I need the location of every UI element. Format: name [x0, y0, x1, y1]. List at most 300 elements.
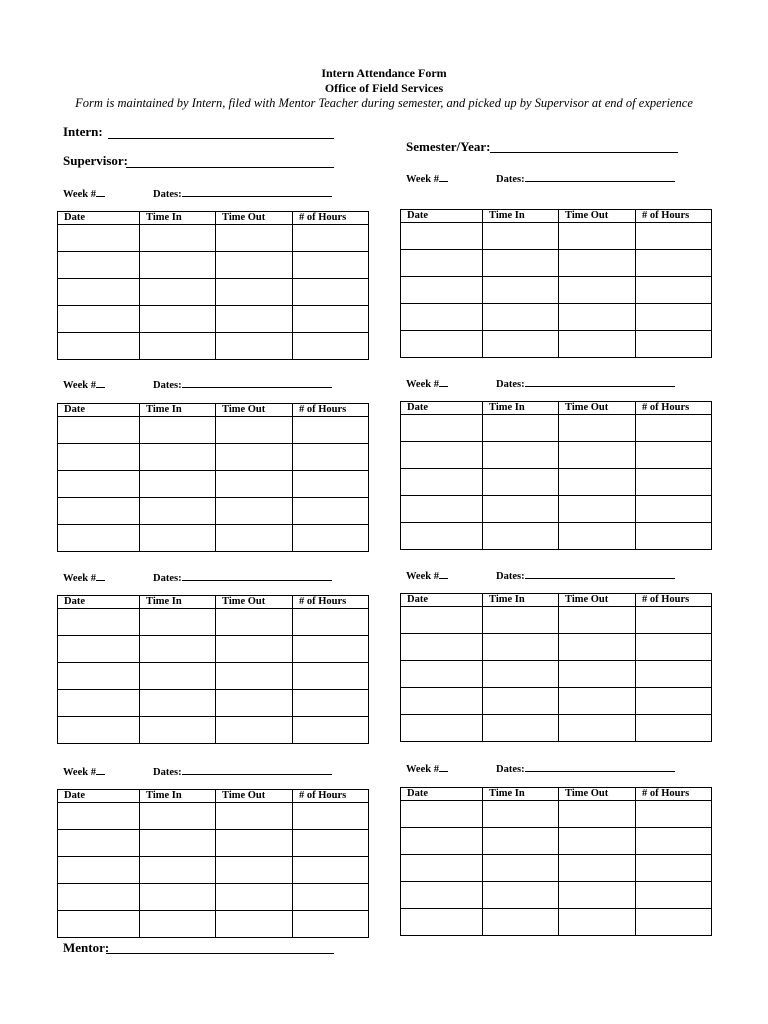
table-row	[401, 801, 712, 828]
column-header: Date	[401, 210, 483, 223]
table-cell[interactable]	[58, 636, 140, 663]
table-cell[interactable]	[140, 717, 216, 744]
column-header: Time In	[483, 788, 559, 801]
column-header: Time Out	[559, 402, 636, 415]
table-cell[interactable]	[216, 857, 293, 884]
table-row	[58, 225, 369, 252]
table-cell[interactable]	[483, 469, 559, 496]
week-number-label	[63, 569, 105, 585]
table-cell[interactable]	[483, 661, 559, 688]
table-cell[interactable]	[636, 855, 712, 882]
column-header: Time Out	[216, 404, 293, 417]
table-cell[interactable]	[483, 496, 559, 523]
table-cell[interactable]	[401, 331, 483, 358]
dates-field[interactable]	[182, 185, 332, 197]
dates-label-text: Dates:	[496, 174, 525, 185]
column-header: Date	[401, 594, 483, 607]
dates-label	[496, 170, 675, 186]
week-number-field[interactable]	[96, 763, 105, 775]
table-cell[interactable]	[58, 498, 140, 525]
table-cell[interactable]	[216, 498, 293, 525]
column-header: Time Out	[559, 594, 636, 607]
table-cell[interactable]	[58, 417, 140, 444]
attendance-table	[400, 787, 712, 936]
table-cell[interactable]	[636, 523, 712, 550]
table-header-row	[58, 212, 369, 225]
table-cell[interactable]	[401, 909, 483, 936]
column-header: Date	[58, 404, 140, 417]
table-cell[interactable]	[559, 855, 636, 882]
table-row	[401, 331, 712, 358]
table-cell[interactable]	[293, 911, 369, 938]
table-cell[interactable]	[559, 277, 636, 304]
week-number-field[interactable]	[96, 376, 105, 388]
table-cell[interactable]	[58, 717, 140, 744]
table-cell[interactable]	[216, 417, 293, 444]
table-cell[interactable]	[140, 417, 216, 444]
table-cell[interactable]	[483, 801, 559, 828]
table-header-row	[401, 402, 712, 415]
table-cell[interactable]	[559, 634, 636, 661]
table-cell[interactable]	[636, 469, 712, 496]
table-cell[interactable]	[293, 279, 369, 306]
table-cell[interactable]	[58, 333, 140, 360]
column-header: Time Out	[559, 210, 636, 223]
table-row	[58, 279, 369, 306]
semester-year-field[interactable]	[490, 152, 678, 153]
table-cell[interactable]	[559, 223, 636, 250]
table-cell[interactable]	[293, 830, 369, 857]
table-cell[interactable]	[401, 250, 483, 277]
table-row	[58, 911, 369, 938]
table-cell[interactable]	[559, 801, 636, 828]
table-cell[interactable]	[401, 223, 483, 250]
dates-label-text: Dates:	[496, 379, 525, 390]
column-header: # of Hours	[636, 402, 712, 415]
table-cell[interactable]	[559, 661, 636, 688]
table-cell[interactable]	[58, 884, 140, 911]
table-cell[interactable]	[483, 523, 559, 550]
table-cell[interactable]	[58, 471, 140, 498]
dates-label	[496, 567, 675, 583]
table-cell[interactable]	[559, 715, 636, 742]
column-header: Date	[58, 596, 140, 609]
table-cell[interactable]	[559, 523, 636, 550]
dates-label-text: Dates:	[153, 380, 182, 391]
table-cell[interactable]	[636, 496, 712, 523]
table-cell[interactable]	[216, 636, 293, 663]
table-cell[interactable]	[483, 442, 559, 469]
dates-field[interactable]	[182, 376, 332, 388]
column-header: Date	[401, 788, 483, 801]
week-number-label	[406, 567, 448, 583]
table-cell[interactable]	[140, 279, 216, 306]
table-row	[401, 250, 712, 277]
table-header-row	[401, 594, 712, 607]
table-row	[401, 469, 712, 496]
office-name: Office of Field Services	[324, 81, 444, 95]
table-row	[401, 661, 712, 688]
dates-label-text: Dates:	[153, 767, 182, 778]
table-row	[401, 607, 712, 634]
table-cell[interactable]	[401, 828, 483, 855]
table-cell[interactable]	[401, 855, 483, 882]
table-row	[401, 715, 712, 742]
table-cell[interactable]	[483, 277, 559, 304]
table-row	[401, 909, 712, 936]
table-cell[interactable]	[401, 607, 483, 634]
week-number-label	[63, 185, 105, 201]
dates-field[interactable]	[525, 567, 675, 579]
column-header: Time In	[140, 790, 216, 803]
column-header: Date	[58, 212, 140, 225]
table-row	[401, 523, 712, 550]
dates-field[interactable]	[182, 763, 332, 775]
dates-field[interactable]	[525, 375, 675, 387]
table-cell[interactable]	[293, 252, 369, 279]
table-cell[interactable]	[58, 444, 140, 471]
table-cell[interactable]	[559, 469, 636, 496]
column-header: Time In	[483, 210, 559, 223]
attendance-table	[400, 593, 712, 742]
table-cell[interactable]	[636, 277, 712, 304]
table-header-row	[401, 210, 712, 223]
table-cell[interactable]	[401, 688, 483, 715]
table-cell[interactable]	[636, 688, 712, 715]
table-cell[interactable]	[293, 525, 369, 552]
table-cell[interactable]	[636, 661, 712, 688]
table-cell[interactable]	[483, 688, 559, 715]
table-cell[interactable]	[216, 279, 293, 306]
column-header: # of Hours	[293, 790, 369, 803]
table-cell[interactable]	[216, 663, 293, 690]
table-cell[interactable]	[140, 225, 216, 252]
attendance-table	[57, 211, 369, 360]
table-cell[interactable]	[293, 803, 369, 830]
table-row	[401, 828, 712, 855]
attendance-table	[400, 209, 712, 358]
table-header-row	[58, 790, 369, 803]
table-cell[interactable]	[216, 803, 293, 830]
table-row	[58, 498, 369, 525]
table-row	[401, 634, 712, 661]
table-cell[interactable]	[401, 304, 483, 331]
table-cell[interactable]	[401, 801, 483, 828]
table-cell[interactable]	[636, 801, 712, 828]
column-header: Time Out	[216, 790, 293, 803]
table-cell[interactable]	[216, 333, 293, 360]
table-header-row	[58, 404, 369, 417]
column-header: Date	[58, 790, 140, 803]
table-cell[interactable]	[483, 250, 559, 277]
table-row	[58, 525, 369, 552]
week-label-text: Week #	[406, 764, 439, 775]
table-cell[interactable]	[216, 444, 293, 471]
table-row	[58, 857, 369, 884]
table-cell[interactable]	[293, 857, 369, 884]
table-cell[interactable]	[140, 690, 216, 717]
table-row	[401, 277, 712, 304]
table-cell[interactable]	[140, 911, 216, 938]
attendance-table	[57, 403, 369, 552]
table-cell[interactable]	[483, 304, 559, 331]
column-header: # of Hours	[293, 212, 369, 225]
column-header: Time In	[140, 212, 216, 225]
table-cell[interactable]	[293, 609, 369, 636]
table-cell[interactable]	[216, 306, 293, 333]
week-label-text: Week #	[63, 380, 96, 391]
dates-label-text: Dates:	[153, 189, 182, 200]
dates-label-text: Dates:	[496, 571, 525, 582]
mentor-label: Mentor:	[63, 940, 110, 955]
table-cell[interactable]	[559, 250, 636, 277]
column-header: Time In	[140, 596, 216, 609]
table-cell[interactable]	[58, 857, 140, 884]
dates-label	[153, 763, 332, 779]
table-cell[interactable]	[401, 496, 483, 523]
mentor-field[interactable]	[106, 953, 334, 954]
week-label-text: Week #	[406, 571, 439, 582]
week-number-label	[63, 763, 105, 779]
column-header: Time In	[140, 404, 216, 417]
dates-label	[153, 376, 332, 392]
table-row	[401, 882, 712, 909]
table-cell[interactable]	[636, 634, 712, 661]
table-cell[interactable]	[636, 415, 712, 442]
table-cell[interactable]	[140, 498, 216, 525]
table-cell[interactable]	[483, 634, 559, 661]
table-cell[interactable]	[58, 663, 140, 690]
table-cell[interactable]	[559, 688, 636, 715]
table-row	[58, 609, 369, 636]
table-cell[interactable]	[293, 333, 369, 360]
table-cell[interactable]	[58, 803, 140, 830]
table-cell[interactable]	[636, 882, 712, 909]
form-instructions: Form is maintained by Intern, filed with Mentor Teacher during semester, and picked up by Supervisor at end of experience	[75, 96, 693, 110]
table-cell[interactable]	[401, 277, 483, 304]
table-cell[interactable]	[140, 884, 216, 911]
dates-field[interactable]	[525, 760, 675, 772]
table-row	[58, 471, 369, 498]
table-cell[interactable]	[140, 803, 216, 830]
table-cell[interactable]	[140, 830, 216, 857]
week-number-label	[406, 170, 448, 186]
table-cell[interactable]	[216, 717, 293, 744]
table-header-row	[58, 596, 369, 609]
column-header: Time Out	[216, 212, 293, 225]
table-cell[interactable]	[401, 882, 483, 909]
table-cell[interactable]	[293, 225, 369, 252]
table-cell[interactable]	[140, 306, 216, 333]
dates-field[interactable]	[182, 569, 332, 581]
table-cell[interactable]	[483, 415, 559, 442]
attendance-table	[400, 401, 712, 550]
supervisor-field[interactable]	[126, 167, 334, 168]
column-header: # of Hours	[636, 210, 712, 223]
table-cell[interactable]	[58, 525, 140, 552]
week-label-text: Week #	[406, 174, 439, 185]
table-cell[interactable]	[140, 663, 216, 690]
table-cell[interactable]	[140, 857, 216, 884]
table-cell[interactable]	[483, 715, 559, 742]
week-number-field[interactable]	[96, 185, 105, 197]
week-number-field[interactable]	[439, 375, 448, 387]
table-cell[interactable]	[293, 690, 369, 717]
dates-label	[496, 760, 675, 776]
table-cell[interactable]	[58, 609, 140, 636]
dates-label	[153, 569, 332, 585]
table-cell[interactable]	[559, 415, 636, 442]
table-cell[interactable]	[401, 469, 483, 496]
table-cell[interactable]	[483, 855, 559, 882]
week-number-label	[406, 760, 448, 776]
dates-label-text: Dates:	[153, 573, 182, 584]
week-number-field[interactable]	[96, 569, 105, 581]
table-cell[interactable]	[559, 607, 636, 634]
table-cell[interactable]	[140, 525, 216, 552]
table-cell[interactable]	[216, 252, 293, 279]
table-row	[58, 306, 369, 333]
table-cell[interactable]	[636, 223, 712, 250]
table-row	[401, 855, 712, 882]
table-cell[interactable]	[483, 331, 559, 358]
table-cell[interactable]	[140, 471, 216, 498]
table-cell[interactable]	[140, 444, 216, 471]
column-header: Time In	[483, 594, 559, 607]
table-cell[interactable]	[293, 471, 369, 498]
table-cell[interactable]	[140, 609, 216, 636]
attendance-table	[57, 789, 369, 938]
table-cell[interactable]	[293, 306, 369, 333]
table-cell[interactable]	[636, 828, 712, 855]
table-cell[interactable]	[58, 279, 140, 306]
table-row	[58, 830, 369, 857]
column-header: # of Hours	[293, 596, 369, 609]
table-cell[interactable]	[559, 331, 636, 358]
column-header: # of Hours	[636, 788, 712, 801]
table-cell[interactable]	[483, 607, 559, 634]
table-cell[interactable]	[401, 523, 483, 550]
table-row	[401, 223, 712, 250]
table-cell[interactable]	[140, 252, 216, 279]
table-cell[interactable]	[216, 225, 293, 252]
table-cell[interactable]	[293, 444, 369, 471]
table-cell[interactable]	[559, 442, 636, 469]
dates-label	[496, 375, 675, 391]
week-number-label	[406, 375, 448, 391]
table-cell[interactable]	[401, 442, 483, 469]
attendance-table	[57, 595, 369, 744]
table-cell[interactable]	[401, 415, 483, 442]
table-cell[interactable]	[636, 331, 712, 358]
table-row	[58, 333, 369, 360]
dates-field[interactable]	[525, 170, 675, 182]
week-label-text: Week #	[63, 767, 96, 778]
table-cell[interactable]	[559, 909, 636, 936]
table-cell[interactable]	[58, 911, 140, 938]
table-cell[interactable]	[636, 442, 712, 469]
column-header: Time Out	[216, 596, 293, 609]
table-header-row	[401, 788, 712, 801]
table-cell[interactable]	[401, 634, 483, 661]
intern-label: Intern:	[63, 124, 103, 139]
table-cell[interactable]	[140, 333, 216, 360]
table-cell[interactable]	[293, 663, 369, 690]
table-cell[interactable]	[140, 636, 216, 663]
table-cell[interactable]	[636, 304, 712, 331]
table-cell[interactable]	[636, 607, 712, 634]
table-row	[401, 304, 712, 331]
table-cell[interactable]	[216, 609, 293, 636]
table-cell[interactable]	[58, 252, 140, 279]
supervisor-label: Supervisor:	[63, 153, 128, 168]
table-row	[58, 690, 369, 717]
table-row	[58, 252, 369, 279]
table-cell[interactable]	[483, 828, 559, 855]
table-cell[interactable]	[58, 306, 140, 333]
table-cell[interactable]	[559, 304, 636, 331]
table-cell[interactable]	[293, 498, 369, 525]
table-cell[interactable]	[58, 690, 140, 717]
week-label-text: Week #	[63, 189, 96, 200]
table-cell[interactable]	[216, 884, 293, 911]
table-cell[interactable]	[559, 882, 636, 909]
table-cell[interactable]	[293, 717, 369, 744]
table-cell[interactable]	[483, 223, 559, 250]
table-row	[58, 884, 369, 911]
table-cell[interactable]	[636, 909, 712, 936]
dates-label-text: Dates:	[496, 764, 525, 775]
table-cell[interactable]	[559, 496, 636, 523]
week-number-field[interactable]	[439, 760, 448, 772]
table-row	[58, 636, 369, 663]
table-cell[interactable]	[401, 661, 483, 688]
table-cell[interactable]	[216, 830, 293, 857]
intern-field[interactable]	[108, 138, 334, 139]
table-row	[58, 717, 369, 744]
table-cell[interactable]	[216, 525, 293, 552]
column-header: # of Hours	[636, 594, 712, 607]
table-cell[interactable]	[293, 884, 369, 911]
table-cell[interactable]	[216, 911, 293, 938]
table-cell[interactable]	[401, 715, 483, 742]
table-row	[401, 496, 712, 523]
table-cell[interactable]	[58, 225, 140, 252]
week-number-field[interactable]	[439, 170, 448, 182]
table-cell[interactable]	[483, 909, 559, 936]
table-cell[interactable]	[216, 471, 293, 498]
table-cell[interactable]	[559, 828, 636, 855]
table-row	[58, 803, 369, 830]
table-row	[58, 417, 369, 444]
table-cell[interactable]	[216, 690, 293, 717]
table-cell[interactable]	[483, 882, 559, 909]
column-header: Time In	[483, 402, 559, 415]
table-row	[401, 442, 712, 469]
table-cell[interactable]	[636, 715, 712, 742]
column-header: # of Hours	[293, 404, 369, 417]
column-header: Date	[401, 402, 483, 415]
table-cell[interactable]	[58, 830, 140, 857]
table-row	[401, 688, 712, 715]
table-cell[interactable]	[293, 417, 369, 444]
table-cell[interactable]	[636, 250, 712, 277]
table-row	[401, 415, 712, 442]
table-cell[interactable]	[293, 636, 369, 663]
column-header: Time Out	[559, 788, 636, 801]
week-number-field[interactable]	[439, 567, 448, 579]
week-label-text: Week #	[63, 573, 96, 584]
